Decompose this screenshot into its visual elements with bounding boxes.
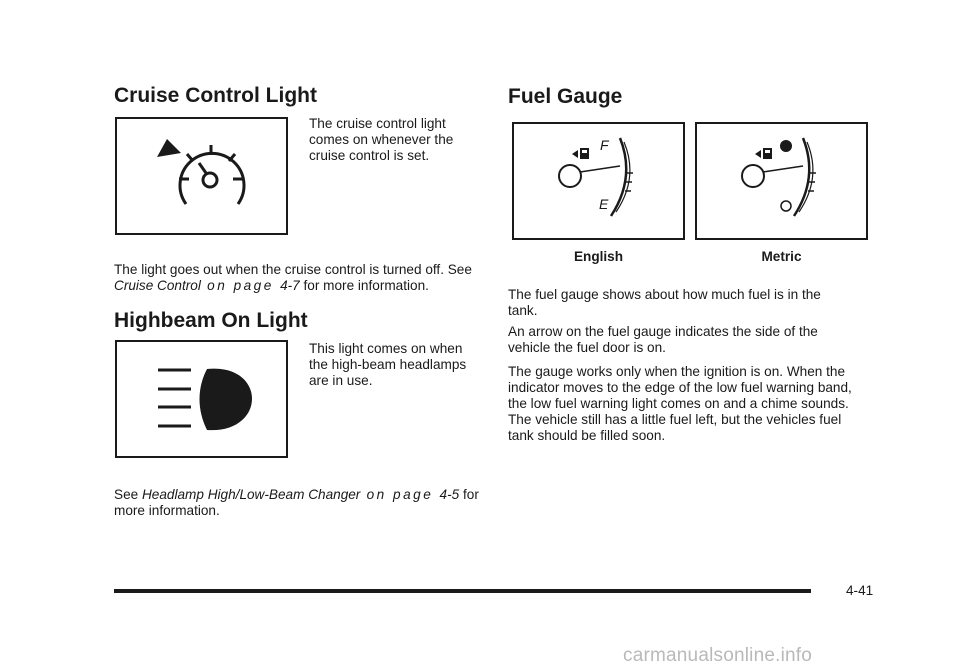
gauge-full-label: F xyxy=(600,137,609,153)
highbeam-body-prefix: See xyxy=(114,487,142,502)
gauge-empty-label: E xyxy=(599,196,609,212)
fuel-paragraph-3: The gauge works only when the ignition is on. When the indicator moves to the edge of the low fuel warning band, the low fuel warning light comes on and a chime sounds. The vehicle still has a little fuel left, but the vehicles fuel tank should be filled soon. xyxy=(508,364,852,443)
cruise-body xyxy=(114,262,479,294)
cruise-body-prefix: The light goes out when the cruise control is turned off. See xyxy=(114,262,472,277)
page-number: 4-41 xyxy=(846,583,874,598)
highbeam-icon xyxy=(117,342,286,456)
cruise-xref-mid: on page xyxy=(200,278,281,293)
cruise-xref-page[interactable]: 4-7 xyxy=(280,278,300,293)
cruise-control-icon xyxy=(117,119,286,233)
fuel-gauge-metric-icon xyxy=(697,124,866,238)
highbeam-xref-mid: on page xyxy=(360,487,440,502)
highbeam-side-text: This light comes on when the high-beam headlamps are in use. xyxy=(309,341,467,388)
cruise-xref-title[interactable]: Cruise Control xyxy=(114,278,201,293)
cruise-side-text: The cruise control light comes on whenever the cruise control is set. xyxy=(309,116,454,163)
highbeam-body xyxy=(114,487,484,519)
metric-caption: Metric xyxy=(761,249,802,264)
highbeam-xref-title[interactable]: Headlamp High/Low-Beam Changer xyxy=(141,487,361,502)
fuel-pump-icon xyxy=(572,148,589,159)
empty-symbol-icon xyxy=(781,201,791,211)
highbeam-heading: Highbeam On Light xyxy=(114,309,308,332)
english-caption: English xyxy=(573,249,624,264)
cruise-body-suffix: for more information. xyxy=(299,278,429,293)
highbeam-body-suffix: for more information. xyxy=(114,487,479,518)
fuel-gauge-english-icon xyxy=(514,124,683,238)
watermark: carmanualsonline.info xyxy=(623,645,813,666)
highbeam-figure xyxy=(115,340,288,458)
fuel-heading: Fuel Gauge xyxy=(508,85,623,108)
cruise-control-figure xyxy=(115,117,288,235)
footer-rule xyxy=(114,589,811,593)
fuel-gauge-english-figure xyxy=(512,122,685,240)
fuel-paragraph-2: An arrow on the fuel gauge indicates the side of the vehicle the fuel door is on. xyxy=(508,324,818,355)
cruise-heading: Cruise Control Light xyxy=(114,84,317,107)
fuel-pump-icon xyxy=(755,148,772,159)
fuel-gauge-metric-figure xyxy=(695,122,868,240)
highbeam-xref-page[interactable]: 4-5 xyxy=(439,487,460,502)
fuel-paragraph-1: The fuel gauge shows about how much fuel is in the tank. xyxy=(508,287,821,318)
full-symbol-icon xyxy=(780,140,792,152)
